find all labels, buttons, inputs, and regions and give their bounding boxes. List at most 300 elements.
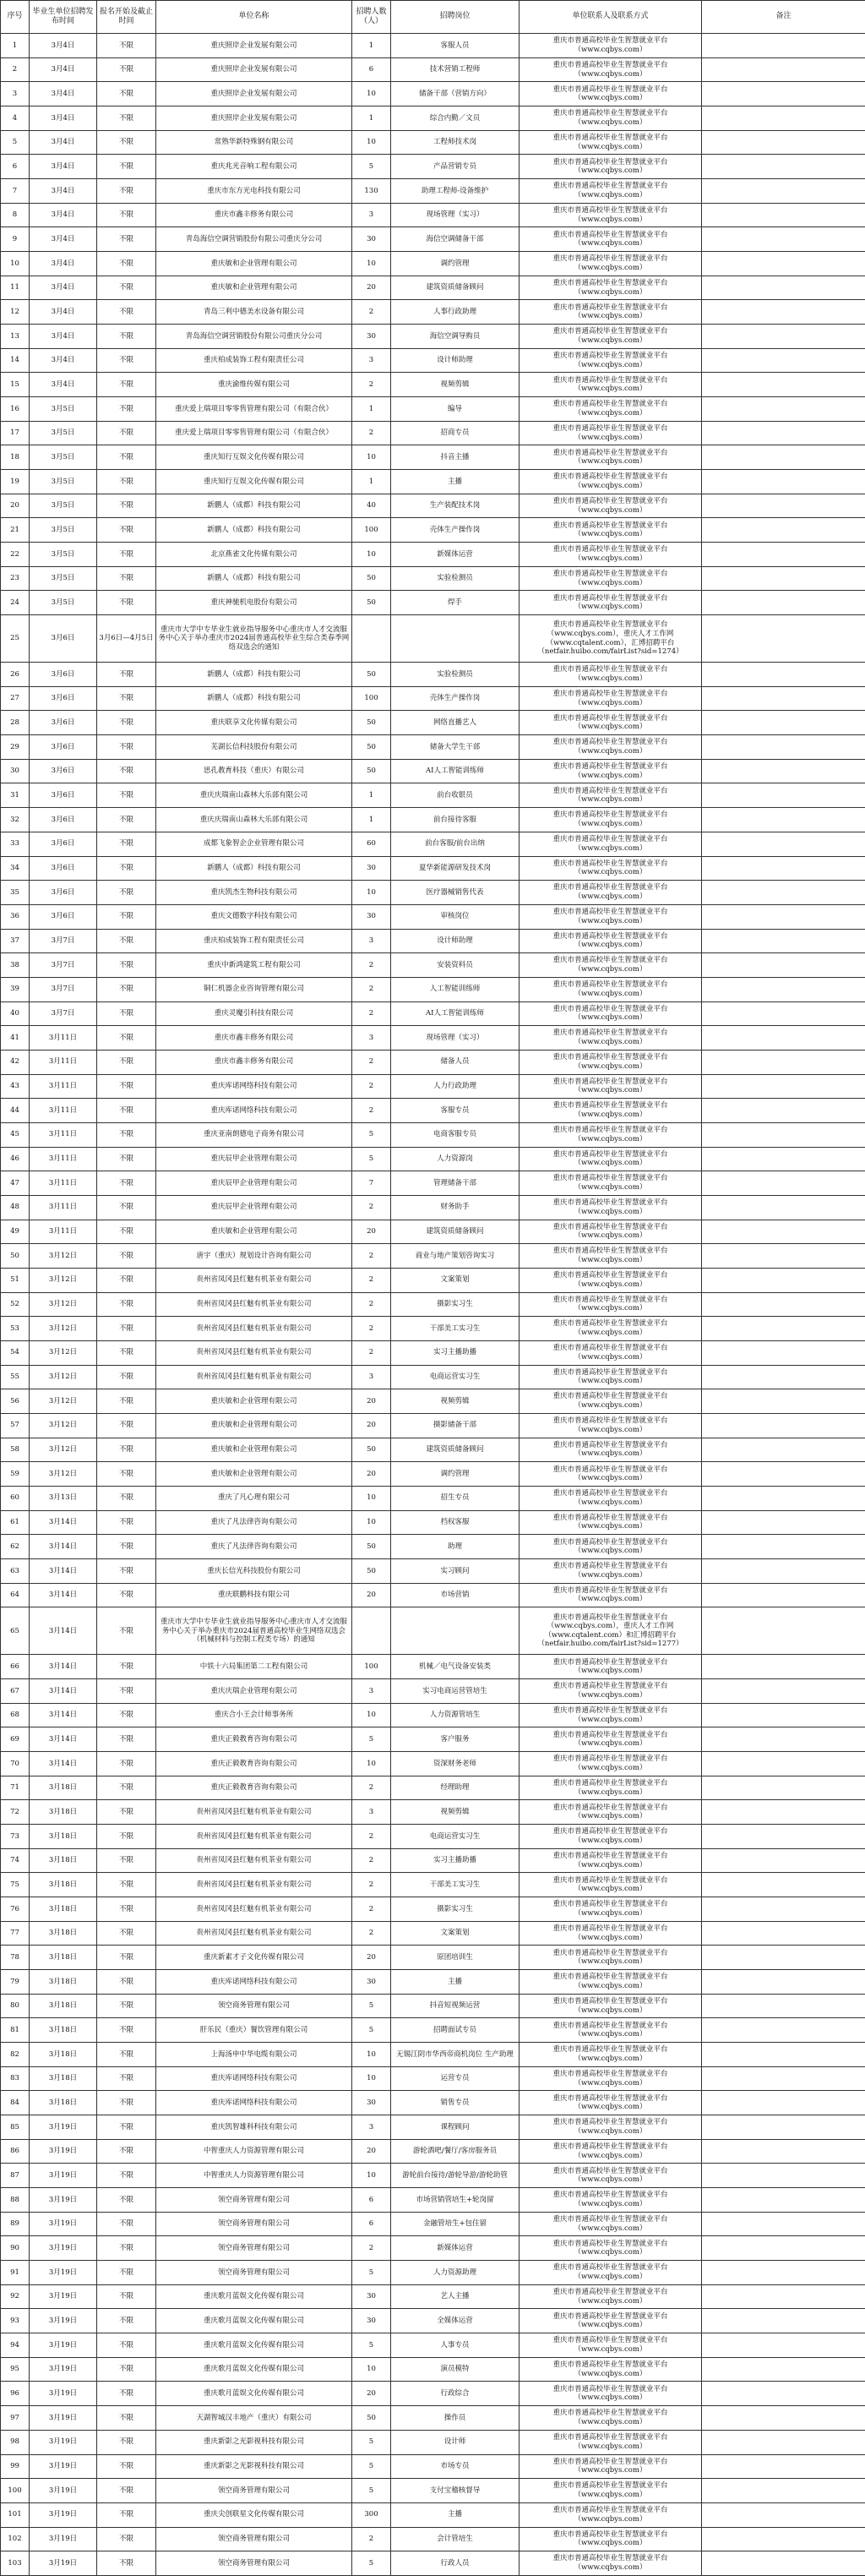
cell-count: 2	[352, 421, 391, 445]
cell-contact: 重庆市普通高校毕业生智慧就业平台（www.cqbys.com）	[520, 1970, 702, 1995]
cell-count: 30	[352, 1970, 391, 1995]
cell-no: 2	[1, 57, 30, 82]
cell-publish-time: 3月19日	[30, 2261, 97, 2285]
cell-unit-name: 中智重庆人力资源管理有限公司	[156, 2164, 352, 2188]
cell-note	[702, 1099, 865, 1123]
cell-unit-name: 青岛海信空调营销股份有限公司重庆分公司	[156, 325, 352, 349]
cell-note	[702, 1147, 865, 1171]
cell-publish-time: 3月14日	[30, 1607, 97, 1655]
cell-contact: 重庆市普通高校毕业生智慧就业平台（www.cqbys.com）	[520, 1921, 702, 1946]
cell-note	[702, 1365, 865, 1389]
cell-position: 档权客服	[391, 1510, 520, 1535]
cell-no: 35	[1, 881, 30, 905]
cell-contact: 重庆市普通高校毕业生智慧就业平台（www.cqbys.com）	[520, 1122, 702, 1147]
cell-contact: 重庆市普通高校毕业生智慧就业平台（www.cqbys.com）	[520, 106, 702, 131]
cell-contact: 重庆市普通高校毕业生智慧就业平台（www.cqbys.com）	[520, 1220, 702, 1244]
cell-count: 6	[352, 57, 391, 82]
cell-count: 2	[352, 1268, 391, 1292]
cell-contact: 重庆市普通高校毕业生智慧就业平台（www.cqbys.com）	[520, 856, 702, 881]
cell-contact: 重庆市普通高校毕业生智慧就业平台（www.cqbys.com）	[520, 494, 702, 518]
cell-publish-time: 3月5日	[30, 494, 97, 518]
cell-publish-time: 3月6日	[30, 856, 97, 881]
table-row	[1, 300, 865, 325]
cell-note	[702, 1800, 865, 1825]
cell-no: 71	[1, 1776, 30, 1800]
cell-no: 18	[1, 445, 30, 470]
cell-position: 原团培训生	[391, 1946, 520, 1970]
cell-deadline: 不限	[97, 1703, 156, 1727]
cell-unit-name: 青岛海信空调营销股份有限公司重庆分公司	[156, 227, 352, 252]
cell-deadline: 不限	[97, 1583, 156, 1607]
cell-publish-time: 3月11日	[30, 1171, 97, 1196]
cell-publish-time: 3月5日	[30, 518, 97, 543]
table-row	[1, 421, 865, 445]
cell-publish-time: 3月12日	[30, 1438, 97, 1462]
table-row	[1, 1340, 865, 1365]
cell-deadline: 不限	[97, 1244, 156, 1269]
cell-deadline: 不限	[97, 2406, 156, 2431]
cell-contact: 重庆市普通高校毕业生智慧就业平台（www.cqbys.com）	[520, 1147, 702, 1171]
table-row	[1, 1413, 865, 1438]
cell-note	[702, 1486, 865, 1510]
table-row	[1, 57, 865, 82]
cell-no: 26	[1, 663, 30, 687]
cell-note	[702, 1727, 865, 1752]
cell-note	[702, 2066, 865, 2091]
cell-count: 20	[352, 276, 391, 300]
cell-deadline: 不限	[97, 2212, 156, 2236]
cell-position: 建筑资质储备顾问	[391, 1438, 520, 1462]
cell-contact: 重庆市普通高校毕业生智慧就业平台（www.cqbys.com）	[520, 663, 702, 687]
cell-publish-time: 3月18日	[30, 2066, 97, 2091]
cell-position: 抖音短视频运营	[391, 1994, 520, 2018]
cell-contact: 重庆市普通高校毕业生智慧就业平台（www.cqbys.com）	[520, 2502, 702, 2527]
cell-deadline: 不限	[97, 1147, 156, 1171]
cell-position: 技术营销工程师	[391, 57, 520, 82]
table-row	[1, 2284, 865, 2309]
cell-no: 69	[1, 1727, 30, 1752]
cell-count: 1	[352, 397, 391, 422]
cell-no: 14	[1, 348, 30, 373]
table-row	[1, 1001, 865, 1026]
cell-no: 15	[1, 373, 30, 397]
cell-count: 50	[352, 663, 391, 687]
cell-publish-time: 3月19日	[30, 2115, 97, 2140]
cell-position: 海信空调储备干部	[391, 227, 520, 252]
cell-unit-name: 重庆歌月蓝娱文化传媒有限公司	[156, 2284, 352, 2309]
cell-publish-time: 3月6日	[30, 881, 97, 905]
cell-unit-name: 重庆歌月蓝娱文化传媒有限公司	[156, 2333, 352, 2358]
cell-deadline: 不限	[97, 130, 156, 155]
cell-publish-time: 3月6日	[30, 832, 97, 856]
cell-no: 40	[1, 1001, 30, 1026]
cell-note	[702, 1535, 865, 1559]
table-row	[1, 2309, 865, 2333]
cell-position: 行政人员	[391, 2551, 520, 2576]
cell-count: 5	[352, 2454, 391, 2479]
cell-publish-time: 3月6日	[30, 663, 97, 687]
cell-deadline: 不限	[97, 1001, 156, 1026]
cell-publish-time: 3月14日	[30, 1558, 97, 1583]
cell-no: 94	[1, 2333, 30, 2358]
cell-deadline: 不限	[97, 252, 156, 276]
cell-publish-time: 3月6日	[30, 808, 97, 832]
cell-unit-name: 重庆灵魔引科技有限公司	[156, 1001, 352, 1026]
cell-unit-name: 新鹏人（成都）科技有限公司	[156, 686, 352, 711]
cell-no: 4	[1, 106, 30, 131]
header-note: 备注	[702, 1, 865, 34]
cell-no: 70	[1, 1752, 30, 1776]
cell-note	[702, 1510, 865, 1535]
cell-contact: 重庆市普通高校毕业生智慧就业平台（www.cqbys.com）	[520, 1752, 702, 1776]
cell-contact: 重庆市普通高校毕业生智慧就业平台（www.cqbys.com）	[520, 34, 702, 58]
cell-unit-name: 贵州省凤冈县红魅有机茶业有限公司	[156, 1365, 352, 1389]
table-row	[1, 832, 865, 856]
cell-position: 实习电商运营管培生	[391, 1679, 520, 1704]
cell-no: 6	[1, 155, 30, 179]
cell-position: 客服专员	[391, 1099, 520, 1123]
cell-publish-time: 3月18日	[30, 1921, 97, 1946]
table-row	[1, 130, 865, 155]
table-row	[1, 1486, 865, 1510]
cell-note	[702, 1001, 865, 1026]
header-deadline: 报名开始及截止时间	[97, 1, 156, 34]
cell-unit-name: 重庆敏和企业管理有限公司	[156, 1220, 352, 1244]
table-row	[1, 856, 865, 881]
cell-publish-time: 3月18日	[30, 1897, 97, 1922]
cell-count: 100	[352, 518, 391, 543]
cell-no: 76	[1, 1897, 30, 1922]
table-row	[1, 2043, 865, 2067]
cell-position: 壳体生产操作岗	[391, 518, 520, 543]
cell-no: 98	[1, 2430, 30, 2454]
cell-contact: 重庆市普通高校毕业生智慧就业平台（www.cqbys.com）	[520, 2284, 702, 2309]
cell-contact: 重庆市普通高校毕业生智慧就业平台（www.cqbys.com）	[520, 397, 702, 422]
table-row	[1, 2357, 865, 2382]
cell-contact: 重庆市普通高校毕业生智慧就业平台（www.cqbys.com）	[520, 977, 702, 1001]
cell-unit-name: 重庆渝维传媒有限公司	[156, 373, 352, 397]
cell-count: 10	[352, 2357, 391, 2382]
cell-publish-time: 3月6日	[30, 904, 97, 929]
cell-contact: 重庆市普通高校毕业生智慧就业平台（www.cqbys.com）	[520, 2382, 702, 2406]
table-row	[1, 179, 865, 204]
cell-deadline: 不限	[97, 977, 156, 1001]
cell-publish-time: 3月4日	[30, 348, 97, 373]
cell-note	[702, 735, 865, 760]
cell-count: 50	[352, 735, 391, 760]
cell-position: 经理助理	[391, 1776, 520, 1800]
cell-note	[702, 1050, 865, 1074]
cell-note	[702, 518, 865, 543]
cell-position: 抖音主播	[391, 445, 520, 470]
cell-contact: 重庆市普通高校毕业生智慧就业平台（www.cqbys.com）	[520, 1873, 702, 1897]
cell-contact: 重庆市普通高校毕业生智慧就业平台（www.cqbys.com）	[520, 1727, 702, 1752]
cell-position: 医疗器械销售代表	[391, 881, 520, 905]
cell-no: 92	[1, 2284, 30, 2309]
cell-note	[702, 2018, 865, 2043]
table-row	[1, 373, 865, 397]
cell-deadline: 不限	[97, 881, 156, 905]
cell-deadline: 不限	[97, 1994, 156, 2018]
table-row	[1, 1848, 865, 1873]
cell-note	[702, 373, 865, 397]
cell-deadline: 不限	[97, 2115, 156, 2140]
cell-deadline: 不限	[97, 1776, 156, 1800]
cell-deadline: 不限	[97, 1607, 156, 1655]
cell-position: 设计师助理	[391, 929, 520, 953]
cell-count: 10	[352, 543, 391, 567]
cell-unit-name: 重庆正毅教育咨询有限公司	[156, 1776, 352, 1800]
cell-publish-time: 3月19日	[30, 2382, 97, 2406]
cell-count: 3	[352, 2115, 391, 2140]
cell-no: 11	[1, 276, 30, 300]
cell-count: 5	[352, 2551, 391, 2576]
cell-deadline: 不限	[97, 2164, 156, 2188]
cell-note	[702, 1292, 865, 1317]
cell-deadline: 不限	[97, 2357, 156, 2382]
cell-unit-name: 贵州省凤冈县红魅有机茶业有限公司	[156, 1873, 352, 1897]
cell-contact: 重庆市普通高校毕业生智慧就业平台（www.cqbys.com）	[520, 1195, 702, 1220]
table-row	[1, 1727, 865, 1752]
cell-unit-name: 重庆合小王会计师事务所	[156, 1703, 352, 1727]
cell-deadline: 不限	[97, 34, 156, 58]
cell-no: 19	[1, 470, 30, 494]
cell-count: 100	[352, 1655, 391, 1679]
cell-position: 审核岗位	[391, 904, 520, 929]
table-row	[1, 1583, 865, 1607]
table-row	[1, 1462, 865, 1487]
cell-unit-name: 重庆照岸企业发展有限公司	[156, 82, 352, 106]
cell-unit-name: 贵州省凤冈县红魅有机茶业有限公司	[156, 1921, 352, 1946]
cell-deadline: 不限	[97, 711, 156, 735]
cell-deadline: 不限	[97, 1340, 156, 1365]
cell-deadline: 不限	[97, 856, 156, 881]
cell-publish-time: 3月4日	[30, 227, 97, 252]
cell-publish-time: 3月18日	[30, 1994, 97, 2018]
cell-note	[702, 1268, 865, 1292]
cell-position: 市场专员	[391, 2454, 520, 2479]
cell-publish-time: 3月11日	[30, 1026, 97, 1051]
cell-unit-name: 重庆照岸企业发展有限公司	[156, 106, 352, 131]
cell-no: 39	[1, 977, 30, 1001]
cell-contact: 重庆市普通高校毕业生智慧就业平台（www.cqbys.com）	[520, 711, 702, 735]
cell-unit-name: 重庆敏和企业管理有限公司	[156, 276, 352, 300]
cell-no: 23	[1, 566, 30, 591]
cell-no: 89	[1, 2212, 30, 2236]
cell-note	[702, 470, 865, 494]
cell-position: 招生专员	[391, 1486, 520, 1510]
cell-position: 新媒体运营	[391, 543, 520, 567]
cell-count	[352, 1607, 391, 1655]
cell-position: 人力资源管培生	[391, 1703, 520, 1727]
cell-no: 53	[1, 1317, 30, 1341]
cell-publish-time: 3月4日	[30, 130, 97, 155]
cell-no: 12	[1, 300, 30, 325]
cell-position: 人力资源助理	[391, 2261, 520, 2285]
table-row	[1, 1510, 865, 1535]
cell-publish-time: 3月6日	[30, 711, 97, 735]
cell-deadline: 不限	[97, 421, 156, 445]
cell-deadline: 不限	[97, 1292, 156, 1317]
cell-position: 现场管理（实习）	[391, 1026, 520, 1051]
cell-unit-name: 铜仁机器企业咨询管理有限公司	[156, 977, 352, 1001]
cell-publish-time: 3月12日	[30, 1244, 97, 1269]
cell-position: 电商客服专员	[391, 1122, 520, 1147]
cell-contact: 重庆市普通高校毕业生智慧就业平台（www.cqbys.com）	[520, 1438, 702, 1462]
cell-unit-name: 新鹏人（成都）科技有限公司	[156, 494, 352, 518]
table-row	[1, 348, 865, 373]
cell-unit-name: 成都飞象智企企业管理有限公司	[156, 832, 352, 856]
table-row	[1, 1800, 865, 1825]
header-contact: 单位联系人及联系方式	[520, 1, 702, 34]
cell-note	[702, 203, 865, 227]
cell-no: 24	[1, 591, 30, 615]
cell-contact: 重庆市普通高校毕业生智慧就业平台（www.cqbys.com）	[520, 373, 702, 397]
cell-contact: 重庆市普通高校毕业生智慧就业平台（www.cqbys.com）	[520, 276, 702, 300]
cell-deadline: 不限	[97, 155, 156, 179]
cell-position: 设计师助理	[391, 348, 520, 373]
cell-count: 10	[352, 2164, 391, 2188]
cell-unit-name: 重庆正毅教育咨询有限公司	[156, 1752, 352, 1776]
cell-position: 编导	[391, 397, 520, 422]
cell-position: 客服人员	[391, 34, 520, 58]
cell-unit-name: 中铁十六局集团第二工程有限公司	[156, 1655, 352, 1679]
cell-unit-name: 思孔教育科技（重庆）有限公司	[156, 759, 352, 783]
cell-no: 64	[1, 1583, 30, 1607]
table-row	[1, 1317, 865, 1341]
cell-publish-time: 3月4日	[30, 325, 97, 349]
cell-deadline: 不限	[97, 397, 156, 422]
cell-count: 2	[352, 1292, 391, 1317]
cell-note	[702, 2188, 865, 2213]
cell-deadline: 不限	[97, 106, 156, 131]
cell-position: 主播	[391, 1970, 520, 1995]
cell-no: 51	[1, 1268, 30, 1292]
cell-unit-name: 重庆庆瑞企业管理有限公司	[156, 1679, 352, 1704]
cell-publish-time: 3月18日	[30, 2091, 97, 2115]
table-row	[1, 2261, 865, 2285]
cell-count: 2	[352, 1897, 391, 1922]
cell-count: 100	[352, 686, 391, 711]
table-row	[1, 2212, 865, 2236]
cell-unit-name: 重庆知行互娱文化传媒有限公司	[156, 445, 352, 470]
cell-no: 42	[1, 1050, 30, 1074]
cell-count: 2	[352, 300, 391, 325]
cell-position: 财务助手	[391, 1195, 520, 1220]
cell-note	[702, 566, 865, 591]
table-row	[1, 2527, 865, 2551]
cell-unit-name: 重庆敏和企业管理有限公司	[156, 1462, 352, 1487]
cell-publish-time: 3月14日	[30, 1655, 97, 1679]
cell-deadline: 不限	[97, 348, 156, 373]
header-count: 招聘人数（人）	[352, 1, 391, 34]
cell-note	[702, 1438, 865, 1462]
cell-note	[702, 1558, 865, 1583]
cell-position: 市场营销	[391, 1583, 520, 1607]
cell-unit-name: 重庆敏和企业管理有限公司	[156, 1413, 352, 1438]
cell-contact: 重庆市普通高校毕业生智慧就业平台（www.cqbys.com）	[520, 2406, 702, 2431]
cell-position: 电商运营实习生	[391, 1365, 520, 1389]
cell-deadline: 不限	[97, 543, 156, 567]
cell-position: 资深财务老师	[391, 1752, 520, 1776]
table-row	[1, 2502, 865, 2527]
cell-position: 设计师	[391, 2430, 520, 2454]
cell-no: 83	[1, 2066, 30, 2091]
cell-position	[391, 615, 520, 663]
cell-deadline: 不限	[97, 1365, 156, 1389]
table-row	[1, 2454, 865, 2479]
cell-position: 实验检测员	[391, 663, 520, 687]
table-row	[1, 759, 865, 783]
cell-note	[702, 759, 865, 783]
cell-no: 56	[1, 1389, 30, 1414]
cell-count: 5	[352, 2479, 391, 2503]
cell-deadline: 不限	[97, 1558, 156, 1583]
cell-position: 艺人主播	[391, 2284, 520, 2309]
cell-note	[702, 300, 865, 325]
cell-count: 10	[352, 1752, 391, 1776]
cell-count: 50	[352, 1438, 391, 1462]
table-row	[1, 397, 865, 422]
cell-note	[702, 1340, 865, 1365]
cell-note	[702, 252, 865, 276]
cell-unit-name: 新鹏人（成都）科技有限公司	[156, 518, 352, 543]
cell-count: 2	[352, 1195, 391, 1220]
cell-position: 壳体生产操作岗	[391, 686, 520, 711]
cell-publish-time: 3月5日	[30, 421, 97, 445]
table-row	[1, 783, 865, 808]
cell-publish-time: 3月12日	[30, 1365, 97, 1389]
cell-contact: 重庆市普通高校毕业生智慧就业平台（www.cqbys.com）	[520, 2188, 702, 2213]
cell-publish-time: 3月5日	[30, 566, 97, 591]
cell-position: 储备人员	[391, 1050, 520, 1074]
cell-contact: 重庆市普通高校毕业生智慧就业平台（www.cqbys.com）	[520, 1800, 702, 1825]
cell-unit-name: 重庆新影之光影视科技有限公司	[156, 2454, 352, 2479]
cell-position: 视频剪辑	[391, 1389, 520, 1414]
cell-unit-name: 重庆库诺网络科技有限公司	[156, 1074, 352, 1099]
cell-contact: 重庆市普通高校毕业生智慧就业平台（www.cqbys.com）	[520, 2018, 702, 2043]
cell-unit-name: 青岛三利中德美水设备有限公司	[156, 300, 352, 325]
cell-note	[702, 1462, 865, 1487]
cell-publish-time: 3月14日	[30, 1535, 97, 1559]
cell-unit-name: 芜湖长信科技股份有限公司	[156, 735, 352, 760]
cell-note	[702, 227, 865, 252]
cell-deadline: 不限	[97, 832, 156, 856]
cell-no: 99	[1, 2454, 30, 2479]
cell-count: 2	[352, 953, 391, 978]
cell-deadline: 不限	[97, 1921, 156, 1946]
cell-unit-name: 重庆歌月蓝娱文化传媒有限公司	[156, 2382, 352, 2406]
table-row	[1, 470, 865, 494]
cell-deadline: 不限	[97, 445, 156, 470]
cell-deadline: 不限	[97, 1050, 156, 1074]
table-row	[1, 1171, 865, 1196]
cell-no: 31	[1, 783, 30, 808]
table-row	[1, 518, 865, 543]
cell-publish-time: 3月19日	[30, 2527, 97, 2551]
cell-count: 5	[352, 1147, 391, 1171]
cell-count: 10	[352, 445, 391, 470]
cell-count: 5	[352, 2333, 391, 2358]
cell-no: 37	[1, 929, 30, 953]
cell-contact: 重庆市普通高校毕业生智慧就业平台（www.cqbys.com）	[520, 1703, 702, 1727]
cell-deadline: 不限	[97, 1727, 156, 1752]
cell-note	[702, 348, 865, 373]
cell-no: 46	[1, 1147, 30, 1171]
cell-publish-time: 3月11日	[30, 1122, 97, 1147]
cell-deadline: 不限	[97, 518, 156, 543]
cell-deadline: 不限	[97, 1389, 156, 1414]
